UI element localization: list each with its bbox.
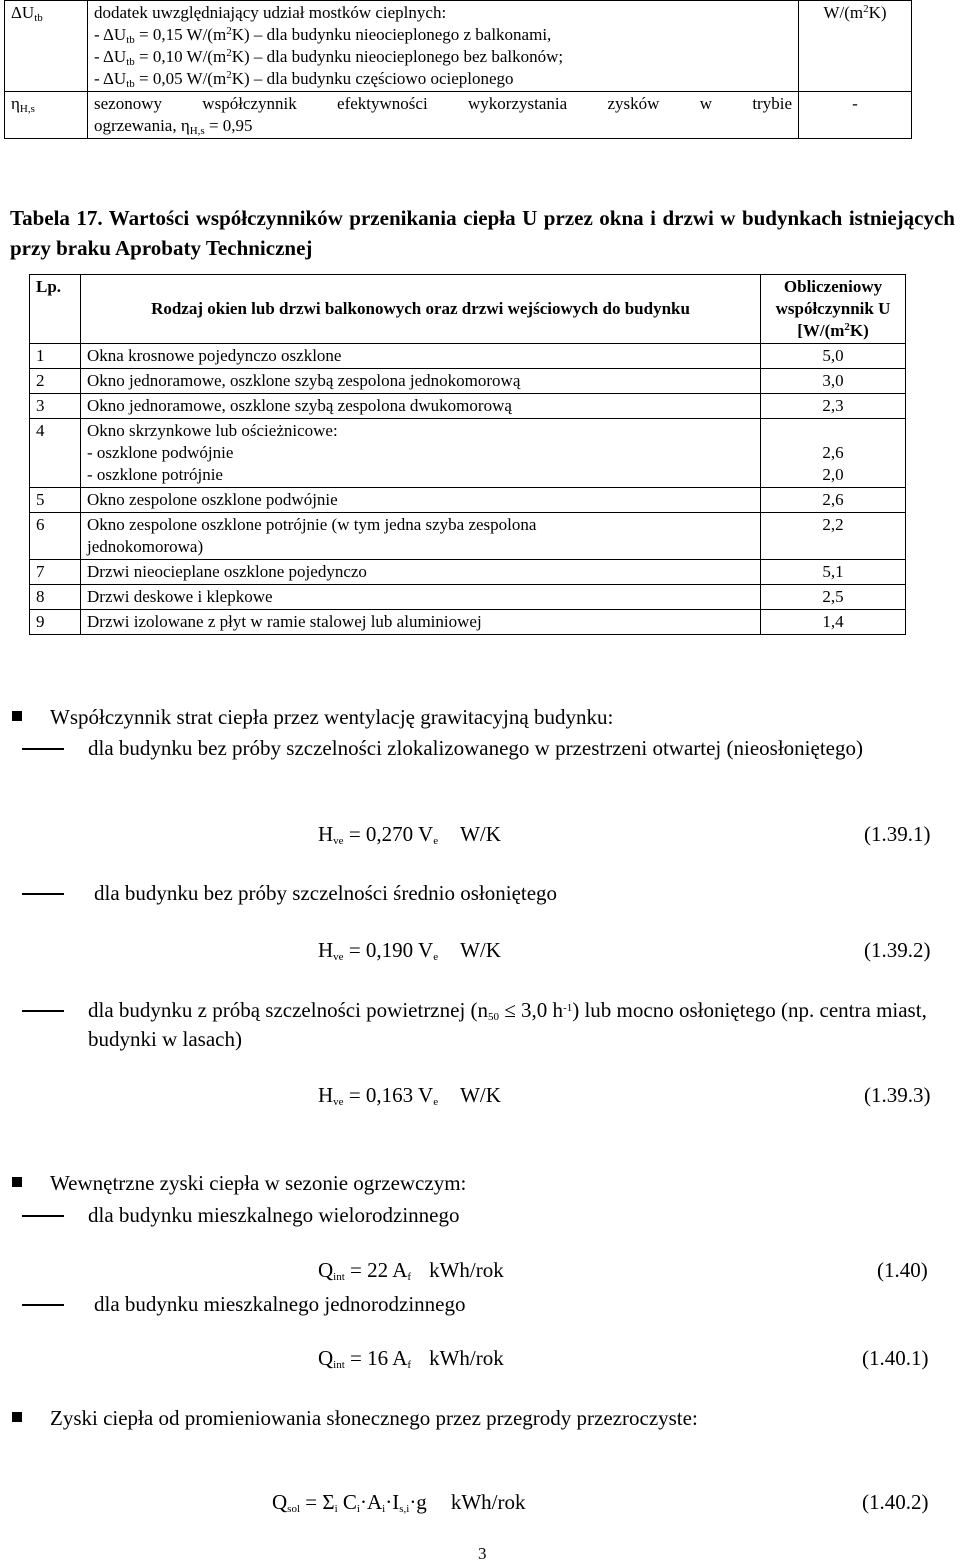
item-sub: tb (126, 34, 135, 46)
row-lp: 8 (30, 585, 81, 610)
row-lp: 4 (30, 419, 81, 488)
u-values-table (29, 274, 906, 635)
formula-sub: i (334, 1503, 338, 1515)
item-text: = 0,15 W/(m (134, 25, 227, 44)
symbol-subscript: tb (34, 12, 43, 24)
row-description-line: - oszklone podwójnie (87, 443, 234, 462)
formula-text: = 0,163 V (343, 1083, 434, 1107)
section-heading: Zyski ciepła od promieniowania słonecznego przez przegrody przezroczyste: (50, 1406, 698, 1430)
item-text: = 0,05 W/(m (134, 69, 227, 88)
description-item (94, 68, 792, 90)
row-u-value: 2,3 (761, 394, 906, 419)
row-description: Drzwi izolowane z płyt w ramie stalowej lub aluminiowej (81, 610, 761, 635)
formula-text: = 16 A (344, 1346, 408, 1370)
section-heading: Współczynnik strat ciepła przez wentylację grawitacyjną budynku: (50, 705, 614, 729)
formula-text: ·g (409, 1490, 427, 1514)
header-u-value (761, 275, 906, 344)
row-u-value (761, 419, 906, 488)
item-text: K) – dla budynku częściowo ocieplonego (231, 69, 514, 88)
table-row (30, 394, 906, 419)
table-row (30, 419, 906, 488)
formula-unit: kWh/rok (429, 1258, 504, 1282)
table-row (30, 585, 906, 610)
row-description: Okno zespolone oszklone potrójnie (w tym jedna szyba zespolona jednokomorowa) (81, 513, 761, 560)
formula-text: ·A (359, 1490, 383, 1514)
equation-number: (1.40.1) (862, 1346, 929, 1370)
formula-text: = 22 A (344, 1258, 408, 1282)
formula-sub: ve (333, 951, 344, 963)
case-text (88, 996, 956, 1054)
description-cell (88, 1, 799, 92)
formula-text: Q (272, 1490, 288, 1514)
formula-text: = Σ (300, 1490, 335, 1514)
item-text: K) – dla budynku nieocieplonego z balkonami, (231, 25, 552, 44)
header-description: Rodzaj okien lub drzwi balkonowych oraz drzwi wejściowych do budynku (81, 275, 761, 344)
item-text: K) – dla budynku nieocieplonego bez balkonów; (231, 47, 564, 66)
formula-sub: s,i (399, 1503, 410, 1515)
description-line (94, 115, 792, 137)
header-u-unit (767, 320, 899, 342)
table-header-row (30, 275, 906, 344)
row-u-value: 5,0 (761, 344, 906, 369)
row-lp: 9 (30, 610, 81, 635)
page-number: 3 (478, 1544, 487, 1563)
formula-sub: f (407, 1359, 412, 1371)
formula-text: Q (318, 1346, 334, 1370)
formula (318, 938, 501, 963)
row-u-value-line: 2,0 (822, 465, 844, 484)
formula-unit: W/K (460, 1083, 501, 1107)
row-description-line: Okno skrzynkowe lub ościeżnicowe: (87, 421, 338, 440)
bullet-icon (12, 711, 22, 721)
row-description-line: - oszklone potrójnie (87, 465, 223, 484)
row-description: Okno jednoramowe, oszklone szybą zespolona jednokomorową (81, 369, 761, 394)
row-u-value: 2,2 (761, 513, 906, 560)
formula-sub: i (356, 1503, 360, 1515)
symbol-text: ΔU (11, 3, 35, 22)
unit-cell (799, 92, 912, 139)
row-lp: 5 (30, 488, 81, 513)
formula (318, 1083, 501, 1108)
description-line: sezonowy współczynnik efektywności wykorzystania zysków w trybie (94, 94, 792, 113)
description-cell (88, 92, 799, 139)
dash-icon (22, 1304, 64, 1306)
case-text: dla budynku bez próby szczelności średnio osłoniętego (94, 881, 558, 905)
row-description: Okno jednoramowe, oszklone szybą zespolona dwukomorową (81, 394, 761, 419)
formula-unit: kWh/rok (429, 1346, 504, 1370)
formula-sub: e (433, 835, 439, 847)
formula-sub: sol (287, 1503, 301, 1515)
case-text: dla budynku mieszkalnego jednorodzinnego (94, 1292, 466, 1316)
formula-text: C (337, 1490, 357, 1514)
formula (318, 822, 501, 847)
formula-sub: e (433, 1096, 439, 1108)
table-row (30, 344, 906, 369)
case-text: dla budynku bez próby szczelności zlokalizowanego w przestrzeni otwartej (nieosłoniętego) (88, 736, 863, 760)
formula-text: H (318, 938, 334, 962)
dash-icon (22, 1010, 64, 1012)
row-lp: 2 (30, 369, 81, 394)
equation-number: (1.40.2) (862, 1490, 929, 1514)
item-sup: 2 (226, 69, 232, 81)
formula-text: ·I (385, 1490, 400, 1514)
symbol-subscript: H,s (19, 103, 35, 115)
symbol-cell (5, 92, 88, 139)
table-row (5, 1, 912, 92)
item-text: - ΔU (94, 69, 127, 88)
formula-text: H (318, 822, 334, 846)
formula-sub: int (333, 1271, 345, 1283)
table-row (5, 92, 912, 139)
row-u-value: 2,6 (761, 488, 906, 513)
formula-text: H (318, 1083, 334, 1107)
row-description: Okno zespolone oszklone podwójnie (81, 488, 761, 513)
table-row (30, 560, 906, 585)
formula-unit: kWh/rok (450, 1490, 526, 1514)
item-sub: tb (126, 78, 135, 90)
unit-text: K) (849, 321, 869, 340)
row-lp: 1 (30, 344, 81, 369)
table-row (30, 610, 906, 635)
table-row (30, 488, 906, 513)
caption-text: Tabela 17. Wartości współczynników przenikania ciepła U przez okna i drzwi w budynkach istniejących przy braku Aprobaty Technicznej (10, 206, 955, 260)
bullet-icon (12, 1412, 22, 1422)
symbol-cell (5, 1, 88, 92)
table-row (30, 513, 906, 560)
item-text: ogrzewania, η (94, 116, 190, 135)
case-text: dla budynku mieszkalnego wielorodzinnego (88, 1203, 460, 1227)
row-lp: 3 (30, 394, 81, 419)
description-item (94, 46, 792, 68)
item-text: = 0,95 (204, 116, 253, 135)
row-u-value: 1,4 (761, 610, 906, 635)
row-lp: 6 (30, 513, 81, 560)
case-text-part: dla budynku z próbą szczelności powietrznej (n (88, 998, 489, 1022)
equation-number: (1.40) (877, 1258, 928, 1282)
row-description: Drzwi deskowe i klepkowe (81, 585, 761, 610)
formula-sub: ve (333, 835, 344, 847)
unit-text: - (852, 94, 858, 113)
row-description (81, 419, 761, 488)
unit-text: [W/(m (797, 321, 845, 340)
formula-sub: ve (333, 1096, 344, 1108)
header-u-line: Obliczeniowy (783, 277, 883, 296)
header-lp: Lp. (30, 275, 81, 344)
description-item (94, 24, 792, 46)
formula (318, 1346, 504, 1371)
unit-text: K) (868, 3, 887, 22)
unit-sup: 2 (844, 321, 850, 333)
case-sub: 50 (488, 1011, 500, 1023)
description-line: dodatek uwzględniający udział mostków cieplnych: (94, 3, 447, 22)
row-u-value: 5,1 (761, 560, 906, 585)
item-sub: H,s (189, 125, 205, 137)
formula-text: Q (318, 1258, 334, 1282)
dash-icon (22, 1215, 64, 1217)
formula-sub: int (333, 1359, 345, 1371)
row-u-value: 3,0 (761, 369, 906, 394)
dash-icon (22, 748, 64, 750)
row-u-value: 2,5 (761, 585, 906, 610)
item-sup: 2 (226, 25, 232, 37)
equation-number: (1.39.1) (864, 822, 931, 846)
case-text-part: ) lub mocno osłoniętego (np. centra miast, budynki w lasach) (88, 998, 927, 1051)
formula-unit: W/K (460, 822, 501, 846)
formula-unit: W/K (460, 938, 501, 962)
table-caption (10, 203, 955, 263)
row-u-value-line: 2,6 (822, 443, 844, 462)
row-lp: 7 (30, 560, 81, 585)
formula (318, 1258, 504, 1283)
dash-icon (22, 893, 64, 895)
formula-sub: f (407, 1271, 412, 1283)
unit-cell (799, 1, 912, 92)
section-heading: Wewnętrzne zyski ciepła w sezonie ogrzewczym: (50, 1171, 467, 1195)
header-u-line: współczynnik U (775, 299, 891, 318)
symbol-text: η (11, 94, 20, 113)
table-row (30, 369, 906, 394)
item-sup: 2 (226, 47, 232, 59)
row-description: Drzwi nieocieplane oszklone pojedynczo (81, 560, 761, 585)
case-sup: -1 (563, 1002, 573, 1014)
symbols-table (4, 0, 912, 139)
case-text-part: ≤ 3,0 h (499, 998, 564, 1022)
equation-number: (1.39.3) (864, 1083, 931, 1107)
unit-text: W/(m (823, 3, 864, 22)
unit-sup: 2 (863, 3, 869, 15)
equation-number: (1.39.2) (864, 938, 931, 962)
row-description: Okna krosnowe pojedynczo oszklone (81, 344, 761, 369)
formula-text: = 0,190 V (343, 938, 434, 962)
formula-sub: e (433, 951, 439, 963)
formula-sub: i (382, 1503, 386, 1515)
formula-text: = 0,270 V (343, 822, 434, 846)
item-text: - ΔU (94, 47, 127, 66)
item-sub: tb (126, 56, 135, 68)
bullet-icon (12, 1177, 22, 1187)
item-text: = 0,10 W/(m (134, 47, 227, 66)
formula (272, 1490, 525, 1515)
item-text: - ΔU (94, 25, 127, 44)
